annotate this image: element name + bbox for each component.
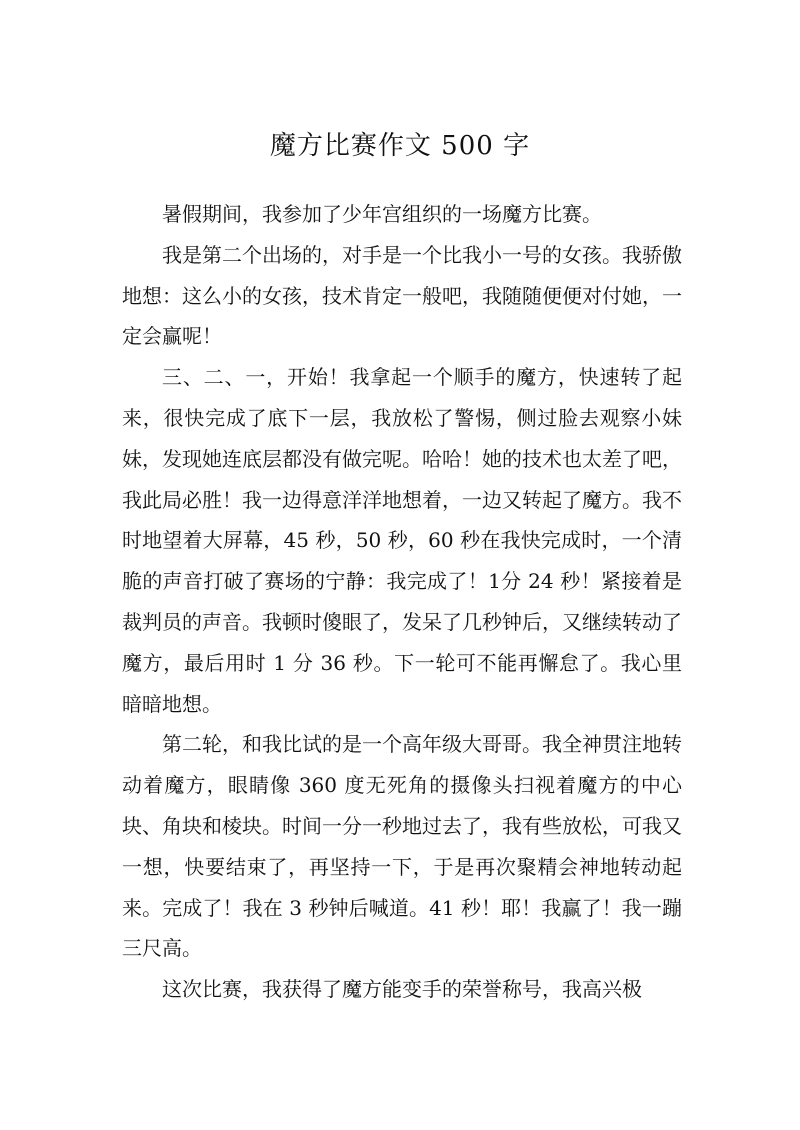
page-title: 魔方比赛作文 500 字	[269, 131, 531, 161]
paragraph: 这次比赛，我获得了魔方能变手的荣誉称号，我高兴极	[162, 977, 642, 1002]
paragraph: 我是第二个出场的，对手是一个比我小一号的女孩。我骄傲地想：这么小的女孩，技术肯定一般吧，我随随便便对付她，一定会赢呢！	[122, 242, 682, 349]
paragraph: 暑假期间，我参加了少年宫组织的一场魔方比赛。	[162, 202, 602, 226]
paragraph: 第二轮，和我比试的是一个高年级大哥哥。我全神贯注地转动着魔方，眼睛像 360 度无死角的摄像头扫视着魔方的中心块、角块和棱块。时间一分一秒地过去了，我有些放松，可我又一想，快要结束了，再坚持一下，于是再次聚精会神地转动起来。完成了！我在 3 秒钟后喊道。41 秒！耶！我赢了！我一蹦三尺高。	[122, 732, 682, 961]
essay-body	[122, 194, 682, 1010]
paragraph: 三、二、一，开始！我拿起一个顺手的魔方，快速转了起来，很快完成了底下一层，我放松了警惕，侧过脸去观察小妹妹，发现她连底层都没有做完呢。哈哈！她的技术也太差了吧，我此局必胜！我一边得意洋洋地想着，一边又转起了魔方。我不时地望着大屏幕，45 秒，50 秒，60 秒在我快完成时，一个清脆的声音打破了赛场的宁静：我完成了！1分 24 秒！紧接着是裁判员的声音。我顿时傻眼了，发呆了几秒钟后，又继续转动了魔方，最后用时 1 分 36 秒。下一轮可不能再懈怠了。我心里暗暗地想。	[122, 365, 682, 716]
